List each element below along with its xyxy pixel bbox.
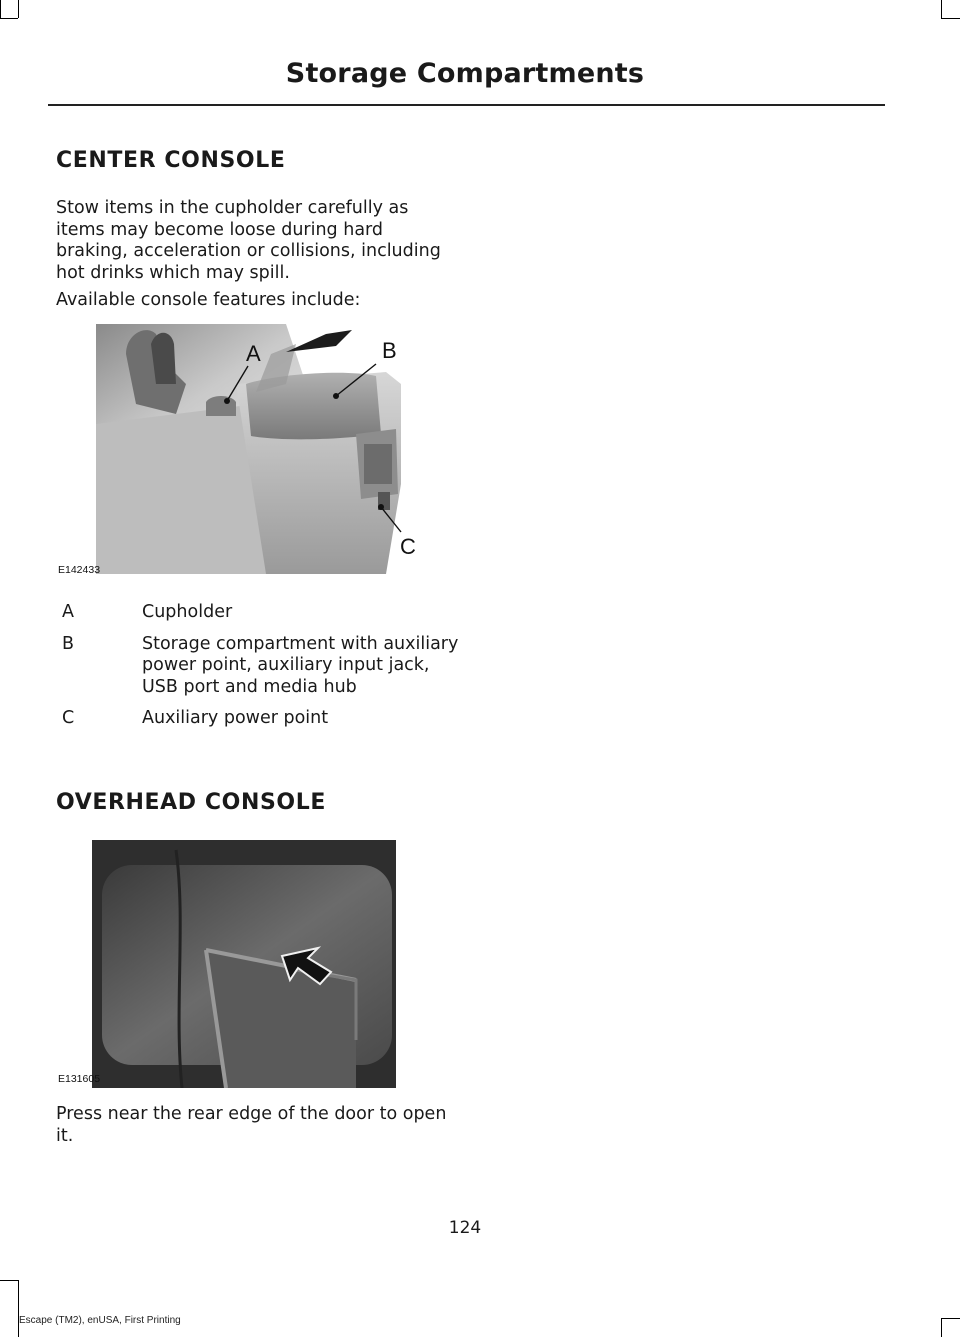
legend-key: A <box>62 602 74 622</box>
page-number: 124 <box>448 1218 482 1238</box>
header-divider <box>48 104 885 106</box>
callout-c: C <box>400 534 416 559</box>
callout-b: B <box>382 338 397 363</box>
callout-legend <box>62 602 462 740</box>
crop-mark <box>0 0 1 18</box>
crop-mark <box>941 1318 960 1319</box>
overhead-instruction: Press near the rear edge of the door to open it. <box>56 1104 447 1146</box>
overhead-console-photo <box>56 840 396 1088</box>
figure-code: E131605 <box>58 1073 101 1085</box>
legend-row <box>62 634 462 699</box>
legend-description: Auxiliary power point <box>142 708 329 728</box>
features-lead: Available console features include: <box>56 290 361 310</box>
crop-mark <box>941 18 960 19</box>
center-console-figure <box>56 324 456 582</box>
overhead-console-figure <box>56 840 396 1088</box>
legend-row <box>62 602 462 624</box>
legend-row <box>62 708 462 730</box>
crop-mark <box>18 0 19 18</box>
crop-mark <box>941 0 942 18</box>
figure-code: E142433 <box>58 564 101 576</box>
crop-mark <box>0 18 18 19</box>
crop-mark <box>941 1318 942 1337</box>
section-heading-center-console: CENTER CONSOLE <box>56 148 286 173</box>
crop-mark <box>0 1280 18 1281</box>
intro-paragraph: Stow items in the cupholder carefully as items may become loose during hard braking, acceleration or collisions, including hot drinks which may spill. <box>56 198 441 283</box>
crop-mark <box>18 1280 19 1337</box>
legend-key: B <box>62 633 75 654</box>
section-heading-overhead-console: OVERHEAD CONSOLE <box>56 790 326 815</box>
edition-footer: Escape (TM2), enUSA, First Printing <box>19 1315 181 1326</box>
callout-a: A <box>246 341 261 366</box>
legend-description: Cupholder <box>142 602 233 622</box>
legend-description: Storage compartment with auxiliary power point, auxiliary input jack, USB port and media hub <box>142 633 459 697</box>
page-title: Storage Compartments <box>285 58 645 89</box>
legend-key: C <box>62 708 75 728</box>
